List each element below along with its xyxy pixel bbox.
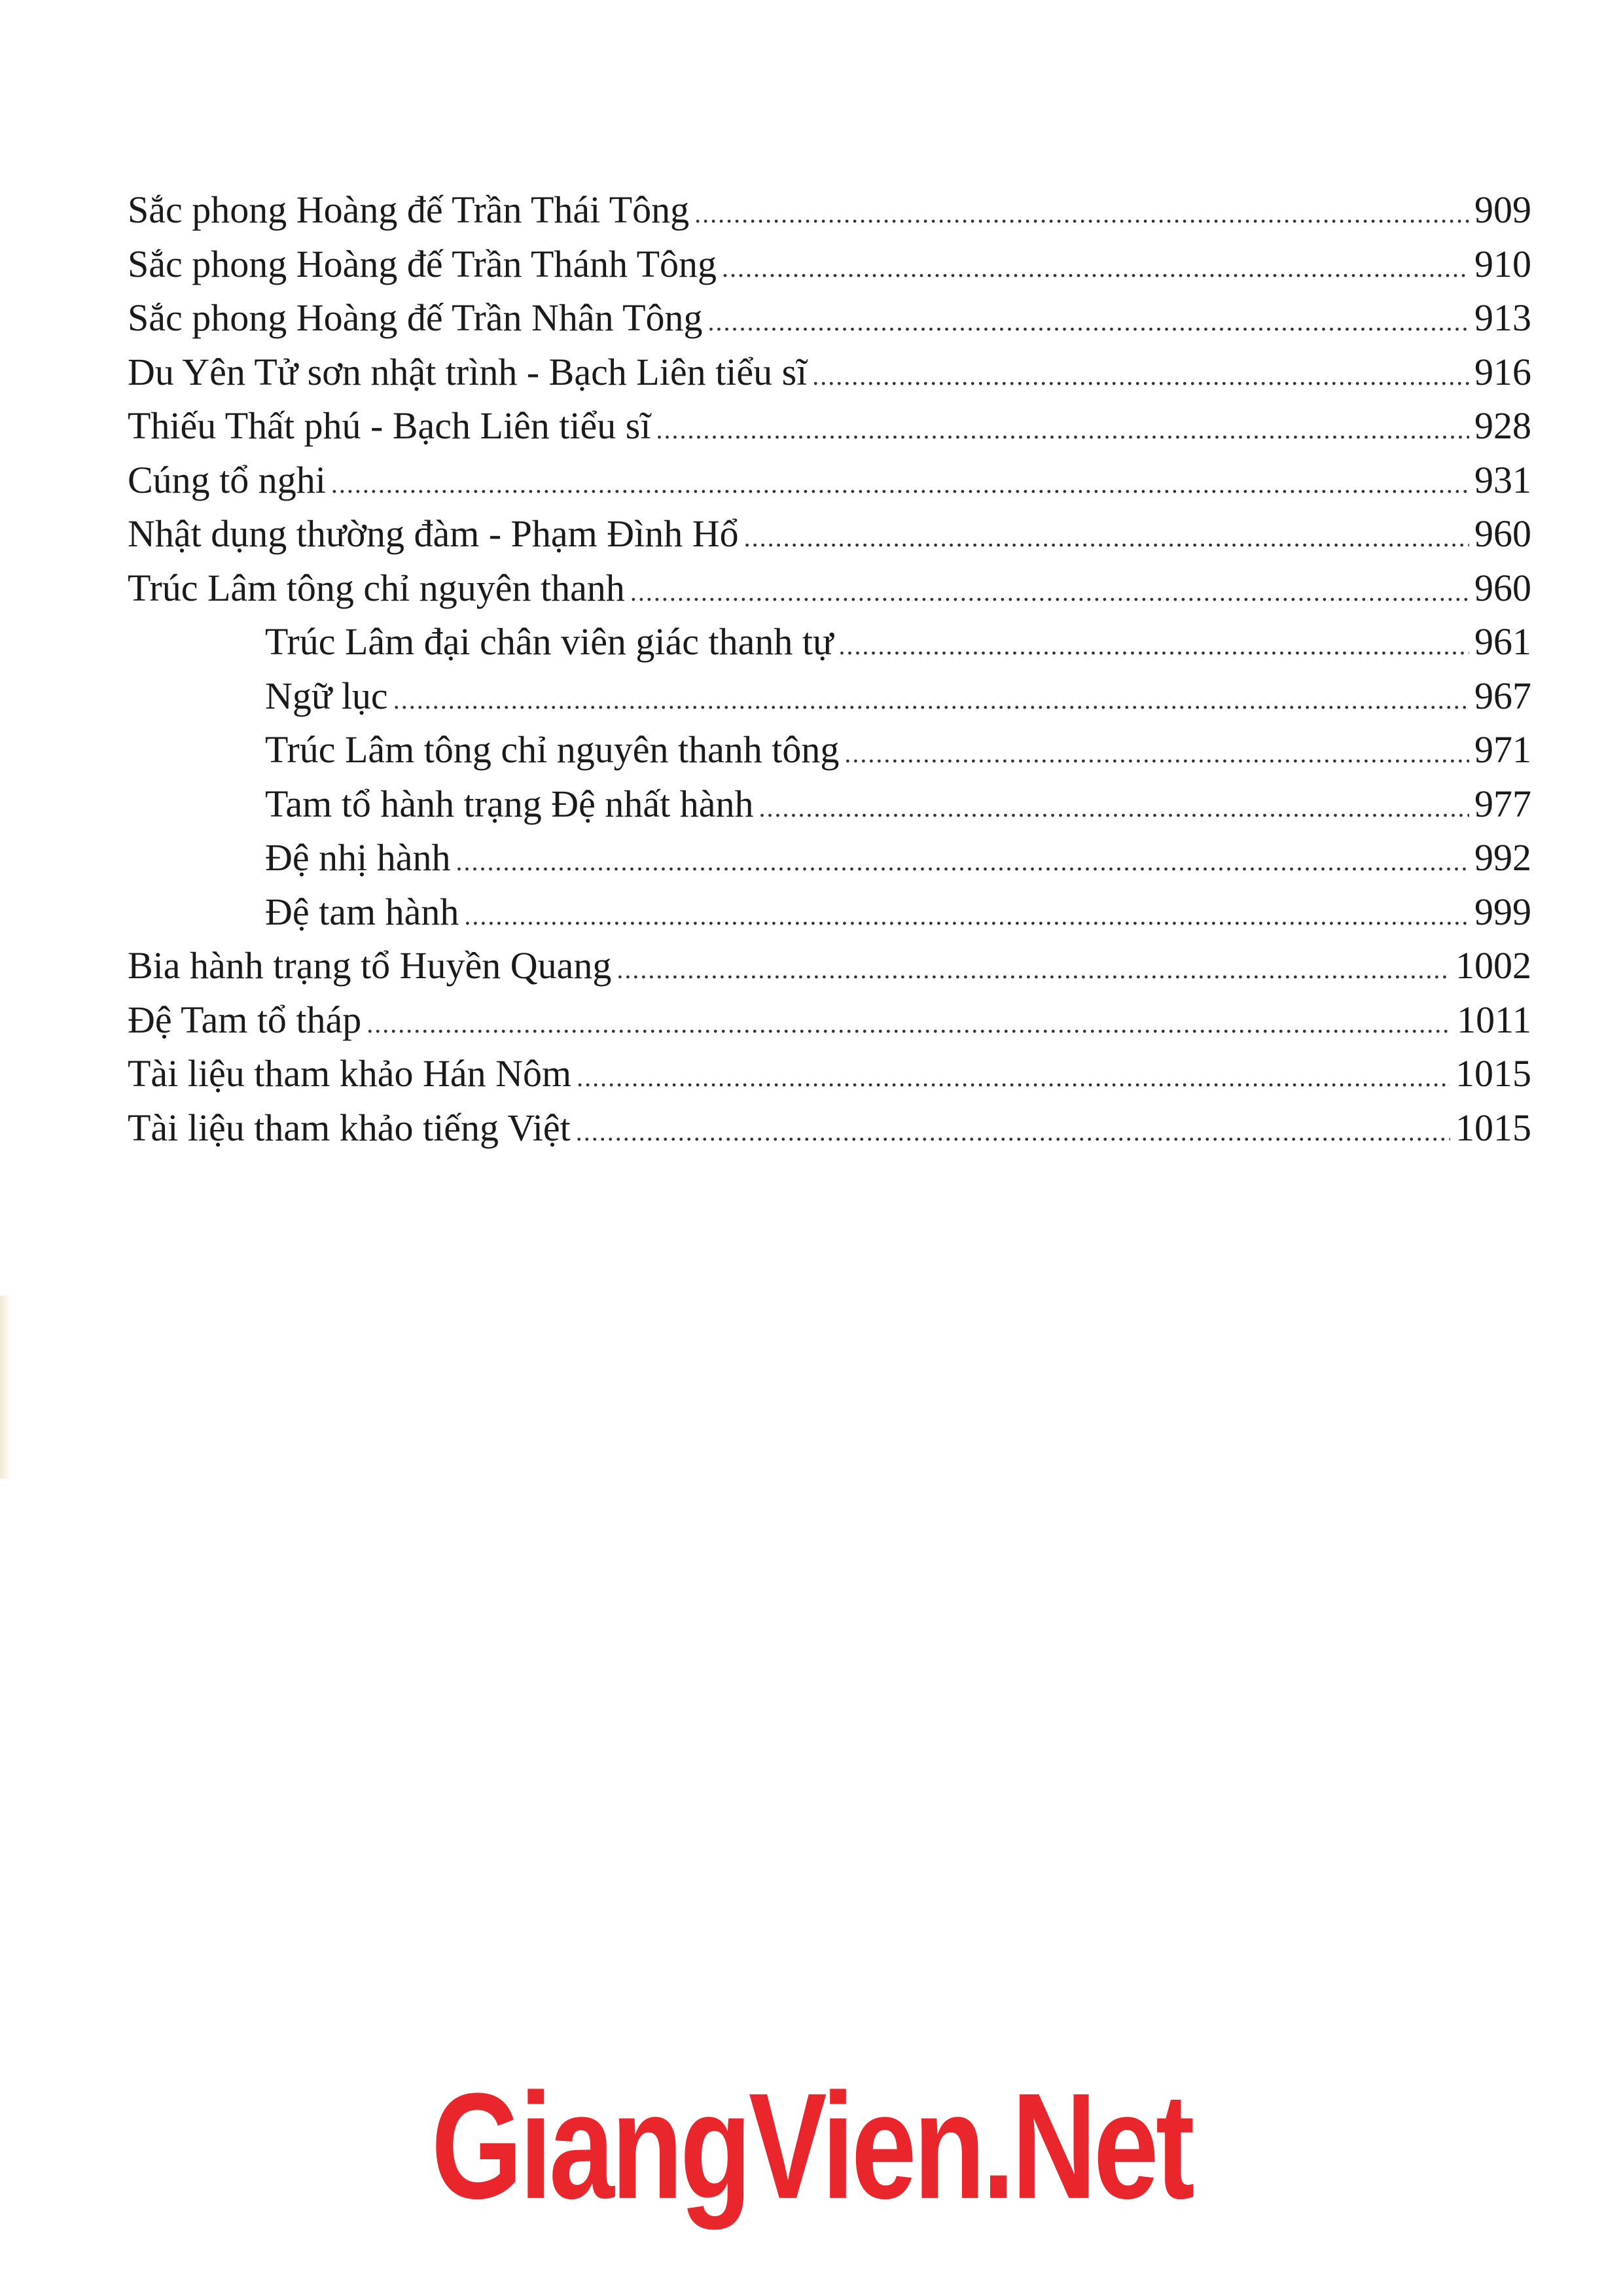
toc-entry [128, 399, 1531, 453]
toc-entry [128, 723, 1531, 777]
toc-entry [128, 939, 1531, 993]
toc-dot-leader [456, 835, 1470, 889]
toc-entry-page: 1015 [1455, 1052, 1531, 1095]
toc-entry-page: 910 [1474, 242, 1531, 285]
toc-entry [128, 777, 1531, 832]
toc-entry [128, 183, 1531, 238]
toc-dot-leader [744, 511, 1469, 565]
toc-dot-leader [838, 619, 1469, 673]
toc-entry-page: 999 [1474, 890, 1531, 933]
toc-dot-leader [656, 403, 1469, 457]
toc-entry-title: Sắc phong Hoàng đế Trần Thánh Tông [128, 242, 717, 285]
toc-entry-title: Tam tổ hành trạng Đệ nhất hành [265, 782, 754, 825]
toc-entry-page: 913 [1474, 296, 1531, 339]
toc-entry [128, 1047, 1531, 1101]
toc-entry-page: 992 [1474, 836, 1531, 879]
toc-entry-title: Trúc Lâm tông chỉ nguyên thanh [128, 566, 625, 609]
toc-entry-page: 977 [1474, 782, 1531, 825]
toc-entry [128, 885, 1531, 940]
toc-entry-title: Đệ tam hành [265, 890, 459, 933]
toc-entry-title: Ngữ lục [265, 674, 388, 717]
toc-entry [128, 993, 1531, 1048]
toc-dot-leader [366, 997, 1452, 1051]
toc-entry [128, 453, 1531, 508]
toc-dot-leader [577, 1051, 1450, 1105]
toc-dot-leader [630, 565, 1469, 620]
toc-entry [128, 831, 1531, 885]
table-of-contents [128, 183, 1531, 1155]
toc-entry-page: 960 [1474, 512, 1531, 555]
toc-entry [128, 561, 1531, 616]
toc-dot-leader [576, 1105, 1450, 1159]
toc-entry-title: Cúng tổ nghi [128, 458, 326, 501]
toc-entry-title: Đệ Tam tổ tháp [128, 998, 362, 1041]
page-edge-shadow [0, 1296, 12, 1479]
toc-entry [128, 669, 1531, 724]
toc-entry-page: 916 [1474, 350, 1531, 393]
toc-entry [128, 1101, 1531, 1156]
toc-entry-title: Du Yên Tử sơn nhật trình - Bạch Liên tiểu sĩ [128, 350, 808, 393]
toc-entry-title: Trúc Lâm đại chân viên giác thanh tự [265, 620, 834, 663]
watermark-logo: GiangVien.Net [431, 2062, 1192, 2230]
toc-entry-page: 961 [1474, 620, 1531, 663]
toc-entry-page: 1015 [1455, 1106, 1531, 1149]
toc-entry-title: Tài liệu tham khảo tiếng Việt [128, 1106, 571, 1149]
toc-entry-page: 1011 [1457, 998, 1531, 1041]
toc-entry-title: Tài liệu tham khảo Hán Nôm [128, 1052, 572, 1095]
toc-entry-page: 931 [1474, 458, 1531, 501]
toc-entry-title: Trúc Lâm tông chỉ nguyên thanh tông [265, 728, 840, 771]
toc-entry-page: 967 [1474, 674, 1531, 717]
toc-entry-page: 960 [1474, 566, 1531, 609]
toc-entry [128, 345, 1531, 400]
toc-dot-leader [464, 889, 1469, 944]
toc-dot-leader [759, 781, 1470, 836]
toc-entry-title: Thiếu Thất phú - Bạch Liên tiểu sĩ [128, 404, 651, 447]
toc-dot-leader [616, 943, 1450, 997]
toc-dot-leader [844, 727, 1469, 781]
toc-entry-title: Sắc phong Hoàng đế Trần Thái Tông [128, 188, 690, 231]
toc-dot-leader [393, 673, 1469, 728]
toc-dot-leader [812, 349, 1469, 404]
toc-entry-page: 909 [1474, 188, 1531, 231]
toc-entry-page: 1002 [1455, 944, 1531, 987]
toc-entry-page: 971 [1474, 728, 1531, 771]
toc-entry-page: 928 [1474, 404, 1531, 447]
toc-dot-leader [722, 241, 1469, 296]
toc-dot-leader [694, 187, 1469, 241]
toc-dot-leader [708, 295, 1469, 349]
toc-dot-leader [331, 457, 1469, 512]
toc-entry-title: Đệ nhị hành [265, 836, 451, 879]
toc-entry-title: Sắc phong Hoàng đế Trần Nhân Tông [128, 296, 703, 339]
toc-entry [128, 615, 1531, 669]
toc-entry [128, 291, 1531, 345]
toc-entry [128, 507, 1531, 561]
toc-entry-title: Bia hành trạng tổ Huyền Quang [128, 944, 612, 987]
toc-entry-title: Nhật dụng thường đàm - Phạm Đình Hổ [128, 512, 739, 555]
toc-entry [128, 238, 1531, 292]
